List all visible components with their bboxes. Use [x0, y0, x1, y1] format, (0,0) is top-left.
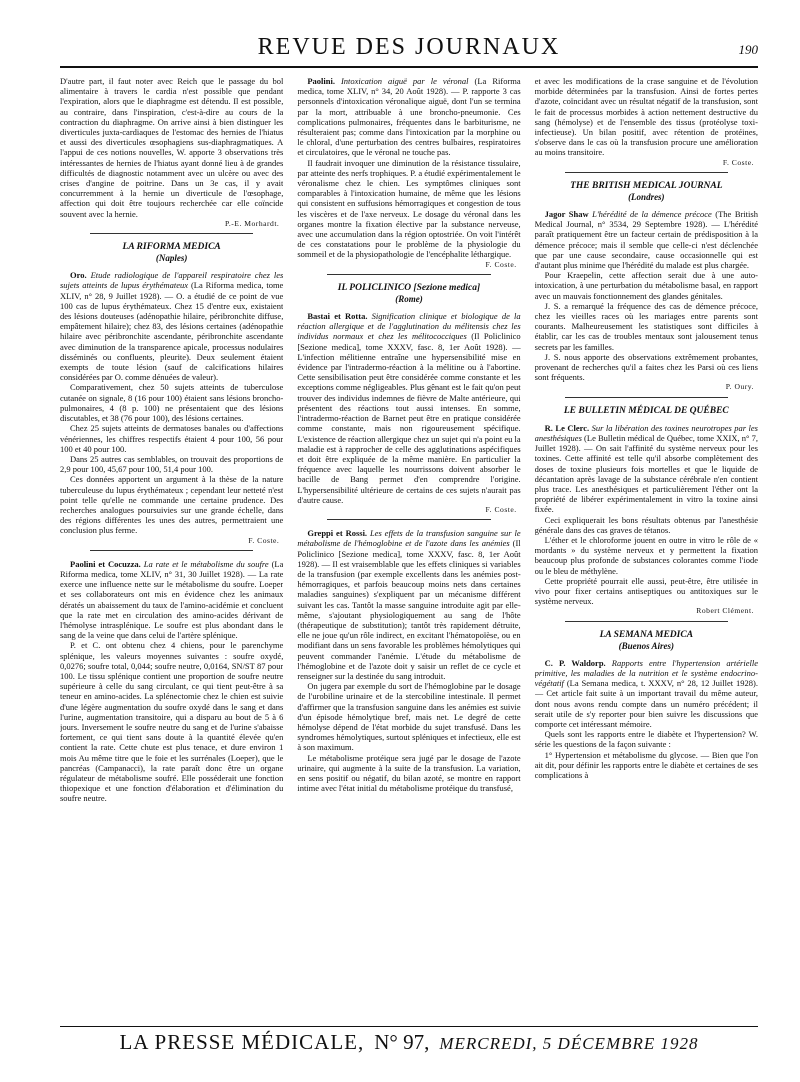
article-reference: (La Riforma medica, tome XLIV, n° 31, 30 Juillet 1928). — [60, 558, 284, 579]
article-title: L'hérédité de la démence précoce [592, 209, 712, 220]
signature: P.-E. Morhardt. [225, 218, 280, 228]
article-author: Oro. [70, 270, 87, 281]
paragraph: et avec les modifications de la crase sanguine et de l'évolution morbide déterminées par la transfusion. Ainsi de fortes pertes d'azote, coïncidant avec un résultat négatif de la transfusion, sont le fait de processus morbides à action nettement destructive du sang (hémolyse) et de l'ensemble des tissus (protéolyse toxi-infectieuse). Un bilan positif, avec rétention de protéines, s'observe dans le cas où la transfusion procure une amélioration au moins transitoire. [534, 76, 758, 158]
paragraph: D'autre part, il faut noter avec Reich que le passage du bol alimentaire à travers le cardia n'est possible que pendant l'expiration, alors que le diaphragme est détendu. Il est possible, au contraire, dans l'inspiration, c'est-à-dire au cours de la contraction du diaphragme. On arrive ainsi à bien distinguer les diverticules juxta-cardiaques de l'estomac des hernies de l'hiatus et aussi des diverticules œsophagiens sus-diaphragmatiques. A l'appui de ces notions nouvelles, W. apporte 3 observations très intéressantes de hernies de l'hiatus ayant donné lieu à de grandes difficultés de diagnostic notamment avec un ulcère ou avec des crises d'angine de poitrine. Dans un 3e cas, il y avait concurremment à la hernie un diverticule de l'œsophage, affection qui doit être toujours recherchée car elle coïncide souvent avec la hernie. [60, 76, 284, 219]
article-header [60, 559, 283, 641]
header-rule [60, 66, 758, 68]
paragraph: 1° Hypertension et métabolisme du glycose. — Bien que l'on ait dit, pour définir les rapports entre le diabète et certaines de ses complications à [534, 749, 758, 780]
section-heading: LA SEMANA MEDICA [599, 629, 694, 640]
section-divider [565, 621, 728, 622]
running-title: REVUE DES JOURNAUX [257, 34, 561, 60]
article-author: Bastai et Rotta. [307, 311, 368, 322]
section-divider [327, 274, 490, 275]
article-text: La rate exerce une influence nette sur le métabolisme du soufre. Loeper et ses collaborateurs ont mis en évidence chez les animaux dératés un abaissement du taux de l'amino-acidémie et concluent que la rate met en circulation des amino-acides dérivant de l'hémolyse intrasplénique. Le soufre est plus abondant dans le sang de la veine que dans celui de l'artère splénique. [60, 568, 284, 641]
paragraph: P. et C. ont obtenu chez 4 chiens, pour le parenchyme splénique, les valeurs moyennes suivantes : soufre oxydé, 0,0276; soufre total, 0,044; soufre neutre, 0,0164, SN/ST 87 pour 100. Le tissu splénique contient une proportion de soufre neutre supérieure à celle du sang circulant, ce qui tient peut-être à sa teneur en amino-acides. La splénectomie chez le chien est suivie d'une légère augmentation du soufre oxydé dans le sang et dans l'urine, augmentation transitoire, qui a disparu au bout de 5 à 6 jours. Inversement le soufre neutre du sang et de l'urine s'abaisse fortement, ce qui tient sans doute à la quantité élevée qu'en contient la rate. Cette chute est plus tenace, et dure environ 1 mois Au même titre que le foie et les surrénales (Loeper), que le pancréas (Campanacci), la rate paraît donc être un organe régulateur de métabolisme soufré. Elle posséderait une fonction thiopexique et une fonction d'élaboration et d'élimination du soufre neutre. [60, 640, 284, 804]
signature: F. Coste. [485, 504, 517, 514]
paragraph: Dans 25 autres cas semblables, on trouvait des proportions de 2,9 pour 100, 45,67 pour 100, 51,4 pour 100. [60, 453, 284, 475]
paragraph: J. S. nous apporte des observations extrêmement probantes, provenant de recherches qu'il a faites chez les Parsi où ces liens sont fréquents. [534, 351, 758, 383]
article-author: Paolini. [307, 76, 335, 86]
section-divider [90, 233, 253, 234]
article-header [535, 423, 758, 515]
paragraph: Ceci expliquerait les bons résultats obtenus par l'anesthésie générale dans des cas graves de tétanos. [534, 514, 758, 535]
article-text: L'hérédité paraît pratiquement être un facteur certain de prédisposition à la démence précoce; mais il semble que celle-ci n'est déclenchée que par une cause secondaire, cause occasionnelle qui est d'autant plus minime que l'hérédité du malade est plus chargée. [534, 219, 758, 271]
section-divider [565, 397, 728, 398]
paragraph: J. S. a remarqué la fréquence des cas de démence précoce, chez les vieilles races où les mariages entre parents sont courants. Malheureusement les statistiques sont difficiles à établir, car les cas de troubles mentaux sont jalousement tenus secrets par les familles. [534, 300, 758, 352]
article-divider [90, 550, 253, 551]
article-text: P. rapporte 3 cas personnels d'intoxication véronalique aiguë, dont l'un se termina par la mort, attribuable à une broncho-pneumonie. Ces complications pulmonaires, fréquentes dans le barbiturisme, ne résulteraient pas; comme dans l'intoxication par la morphine ou le chloral, d'une perturbation des centres bulbaires, respiratoires et circulatoires, que le véronal ne touche pas. [297, 86, 521, 158]
article-header [297, 311, 520, 505]
signature: Robert Clément. [696, 606, 754, 616]
section-heading: LA RIFORMA MEDICA [122, 242, 221, 253]
section-location: (Naples) [155, 253, 188, 264]
issue-number: N° 97, [374, 1030, 430, 1054]
article-text: O. a étudié de ce point de vue 100 cas de lupus érythémateux. Chez 15 d'entre eux, existaient des lésions douteuses (adénopathie hilaire, péribronchite diffuse, empâtement hilaire); chez 83, des lésions certaines (adénopathie hilaire avec péribronchite ascendante, péribronchite ascendante avec diminution de la transparence apicale, processus nodulaires disséminés ou confluents, pleurite). Deux seulement étaient exempts de toute lésion (sauf de calcifications hilaires considérées par O. comme dénuées de valeur). [60, 290, 284, 383]
signature: F. Coste. [248, 535, 280, 545]
article-text: Il est vraisemblable que les effets cliniques si variables de la transfusion (par exemple excellents dans les anémies post-hémorragiques, et parfois beaucoup moins nets dans certaines maladies sanguines) s'expliquent par un mécanisme différent suivant les cas. Tantôt la masse sanguine introduite agit par elle-même, s'ajoutant physiologiquement au sang de l'hôte (thérapeutique de substitution); tantôt très rapidement détruite, elle ne joue qu'un rôle indirect, en excitant l'hématopoïèse, ou en modifiant dans un sens favorable les problèmes hémolytiques qui peuvent commander l'anémie. L'étude du métabolisme de l'hémoglobine et de l'azote doit y saisir un reflet de ce cycle et renseigner sur la destinée du sang introduit. [297, 558, 521, 681]
article-header [535, 658, 758, 729]
article-header [60, 270, 283, 382]
signature: P. Oury. [725, 382, 754, 392]
section-heading: LE BULLETIN MÉDICAL DE QUÉBEC [563, 405, 729, 416]
article-header [535, 209, 758, 270]
three-column-body [60, 76, 758, 1021]
article-author: C. P. Waldorp. [544, 657, 606, 668]
article-title: La rate et le métabolisme du soufre [143, 558, 269, 569]
article-reference: (La Riforma medica, tome XLIV, n° 34, 20 Août 1928). — [297, 76, 521, 97]
article-reference: (La Riforma medica, tome XLIV, n° 28, 9 Juillet 1928). — [60, 280, 284, 301]
footer-rule [60, 1026, 758, 1027]
paragraph: Le métabolisme protéique sera jugé par le dosage de l'azote urinaire, qui augmente à la suite de la transfusion. La variation, en sens positif ou négatif, du bilan azoté, se montre en rapport intime avec l'état initial du métabolisme protéique du transfusé, [297, 752, 521, 794]
article-author: R. Le Clerc. [544, 422, 590, 433]
article-text: L'infection mélitienne entraîne une hypersensibilité mise en évidence par l'intradermo-réaction à la mélitine ou à l'abortine. Cette sensibilisation peut être considérée comme constante et les exceptions comme négligeables. Plus gênant est le fait qu'on peut trouver des individus indemnes de fièvre de Malte antérieure, qui présentent des réactions tout aussi intenses. En somme, l'intradermo-réaction de Barnet peut être en pratique considérée comme constante, mais non rigoureusement spécifique. L'existence de réaction allergique chez un sujet qui n'a point eu la maladie est à rapprocher de celle des agglutinations aspécifiques et doit être expliquée de la même manière. En particulier la fréquence avec laquelle les nourrissons doivent absorber le bacille de Bang permet d'en comprendre l'origine. L'hypersensibilité ultérieure de certains de ces sujets n'aurait pas d'autre cause. [297, 351, 521, 505]
article-author: Paolini et Cocuzza. [70, 558, 141, 569]
column-3 [535, 76, 758, 1021]
page-footer [60, 1030, 758, 1066]
paragraph: On jugera par exemple du sort de l'hémoglobine par le dosage de l'urobiline urinaire et de la stercobiline intestinale. Il permet d'affirmer que la transfusion sanguine dans les anémies est suivie d'un épisode hémolytique bref, mais net. Le degré de cette hémolyse dépend de l'état morbide du sujet transfusé. Dans les syndromes hémolytiques, surtout spléniques et infectieux, elle est à son maximum. [297, 681, 521, 753]
page-number: 190 [738, 42, 758, 57]
article-reference: (Le Bulletin médical de Québec, tome XXIX, n° 7, Juillet 1928). — [534, 432, 758, 454]
paragraph: Chez 25 sujets atteints de dermatoses banales ou d'affections vénériennes, les chiffres respectifs étaient 4 pour 100, 56 pour 100 et 40 pour 100. [60, 423, 284, 454]
article-header [297, 76, 520, 158]
article-text: Cet article fait suite à un important travail du même auteur, dont nous avons rendu compte dans un numéro précédent; il serait utile de s'y reporter pour bien suivre les discussions que comporte cet intéressant mémoire. [534, 688, 758, 729]
column-2 [297, 76, 520, 1021]
article-divider [327, 519, 490, 520]
paragraph: Pour Kraepelin, cette affection serait due à une auto-intoxication, à une perturbation du métabolisme basal, en rapport avec un mauvais fonctionnement des glandes génitales. [534, 270, 758, 301]
article-reference: (Il Policlinico [Sezione medica], tome XXXV, fasc. 8, 1er Août 1928). — [297, 331, 521, 352]
section-location: (Buenos Aires) [618, 640, 675, 651]
column-1 [60, 76, 283, 1021]
page-header [60, 30, 758, 62]
article-reference: (The British Medical Journal, n° 3534, 29 Septembre 1928). — [534, 209, 758, 230]
signature: F. Coste. [485, 259, 517, 269]
article-header [297, 528, 520, 681]
paragraph: L'éther et le chloroforme jouent en outre in vitro le rôle de « mordants » du système nerveux et y permettent la fixation beaucoup plus profonde de substances colorantes comme l'iode ou le bleu de méthylène. [534, 534, 758, 576]
article-author: Jagor Shaw [544, 209, 589, 220]
paragraph: Cette propriété pourrait elle aussi, peut-être, être utilisée in vivo pour fixer certains antiseptiques ou antitoxiques sur le système nerveux. [534, 575, 758, 607]
issue-date: MERCREDI, 5 DÉCEMBRE 1928 [439, 1034, 699, 1053]
paragraph: Ces données apportent un argument à la thèse de la nature tuberculeuse du lupus érythémateux ; cependant leur netteté n'est point telle qu'elle ne commande une certaine prudence. Des recherches analogues poursuivies sur une grande échelle, dans des régions différentes les unes des autres, permettraient une conclusion plus ferme. [60, 474, 284, 536]
journal-name: LA PRESSE MÉDICALE, [119, 1030, 365, 1054]
article-title: Rapports entre l'hypertension artérielle primitive, les maladies de la nutrition et le système endocrino-végétatif [534, 657, 758, 689]
section-heading: IL POLICLINICO [Sezione medica] [337, 282, 481, 293]
article-reference: (Il Policlinico [Sezione medica], tome XXXV, fasc. 8, 1er Août 1928). — [297, 538, 521, 569]
paragraph: Il faudrait invoquer une diminution de la résistance tissulaire, par atteinte des nerfs trophiques. P. a étudié expérimentalement le véronalisme chez le chien. Les symptômes cliniques sont comparables à l'intoxication humaine, de même que les lésions qui consistent en suffusions hémorragiques et congestion de tous les viscères et de l'axe nerveux. Le dosage du véronal dans les organes montre la fixation élective par la substance nerveuse, avec une accumulation dans la région optostriée. On voit l'intérêt de ces constatations pour le problème de la physiologie du sommeil et de la physiopathologie de l'encéphalite léthargique. [297, 157, 521, 260]
article-title: Les effets de la transfusion sanguine sur le métabolisme de l'hémoglobine et de l'azote dans les anémies [297, 528, 521, 549]
article-title: Etude radiologique de l'appareil respiratoire chez les sujets atteints de lupus érythémateux [60, 270, 284, 291]
article-text: On sait l'affinité du système nerveux pour les toxines. Cette affinité est telle qu'il absorbe complètement des doses de toxine plusieurs fois mortelles et que le liquide de décantation après lavage de la substance cérébrale n'en contient plus trace. Les anesthésiques et particulièrement l'éther ont la propriété de libérer expérimentalement in vitro la toxine ainsi fixée. [534, 443, 758, 515]
section-location: (Londres) [628, 191, 665, 202]
article-title: Sur la libération des toxines neurotropes par les anesthésiques [534, 422, 758, 443]
section-divider [565, 172, 728, 173]
paragraph: Comparativement, chez 50 sujets atteints de tuberculose cutanée on signale, 8 (16 pour 100) étaient sans lésions broncho-pulmonaires, 4 (8 p. 100) ne présentaient que des lésions discutables, et 38 (76 pour 100), des lésions certaines. [60, 382, 284, 424]
signature: F. Coste. [722, 157, 754, 167]
section-location: (Rome) [395, 293, 423, 304]
section-heading: THE BRITISH MEDICAL JOURNAL [570, 180, 723, 191]
paragraph: Quels sont les rapports entre le diabète et l'hypertension? W. série les questions de la façon suivante : [534, 729, 758, 750]
article-reference: (La Semana medica, t. XXXV, n° 28, 12 Juillet 1928). — [534, 678, 758, 699]
article-title: Signification clinique et biologique de la réaction allergique et de l'agglutination du mélitensis chez les individus normaux et chez les mélitococciques [297, 311, 521, 342]
article-title: Intoxication aiguë par le véronal [340, 76, 469, 86]
article-author: Greppi et Rossi. [307, 528, 368, 539]
